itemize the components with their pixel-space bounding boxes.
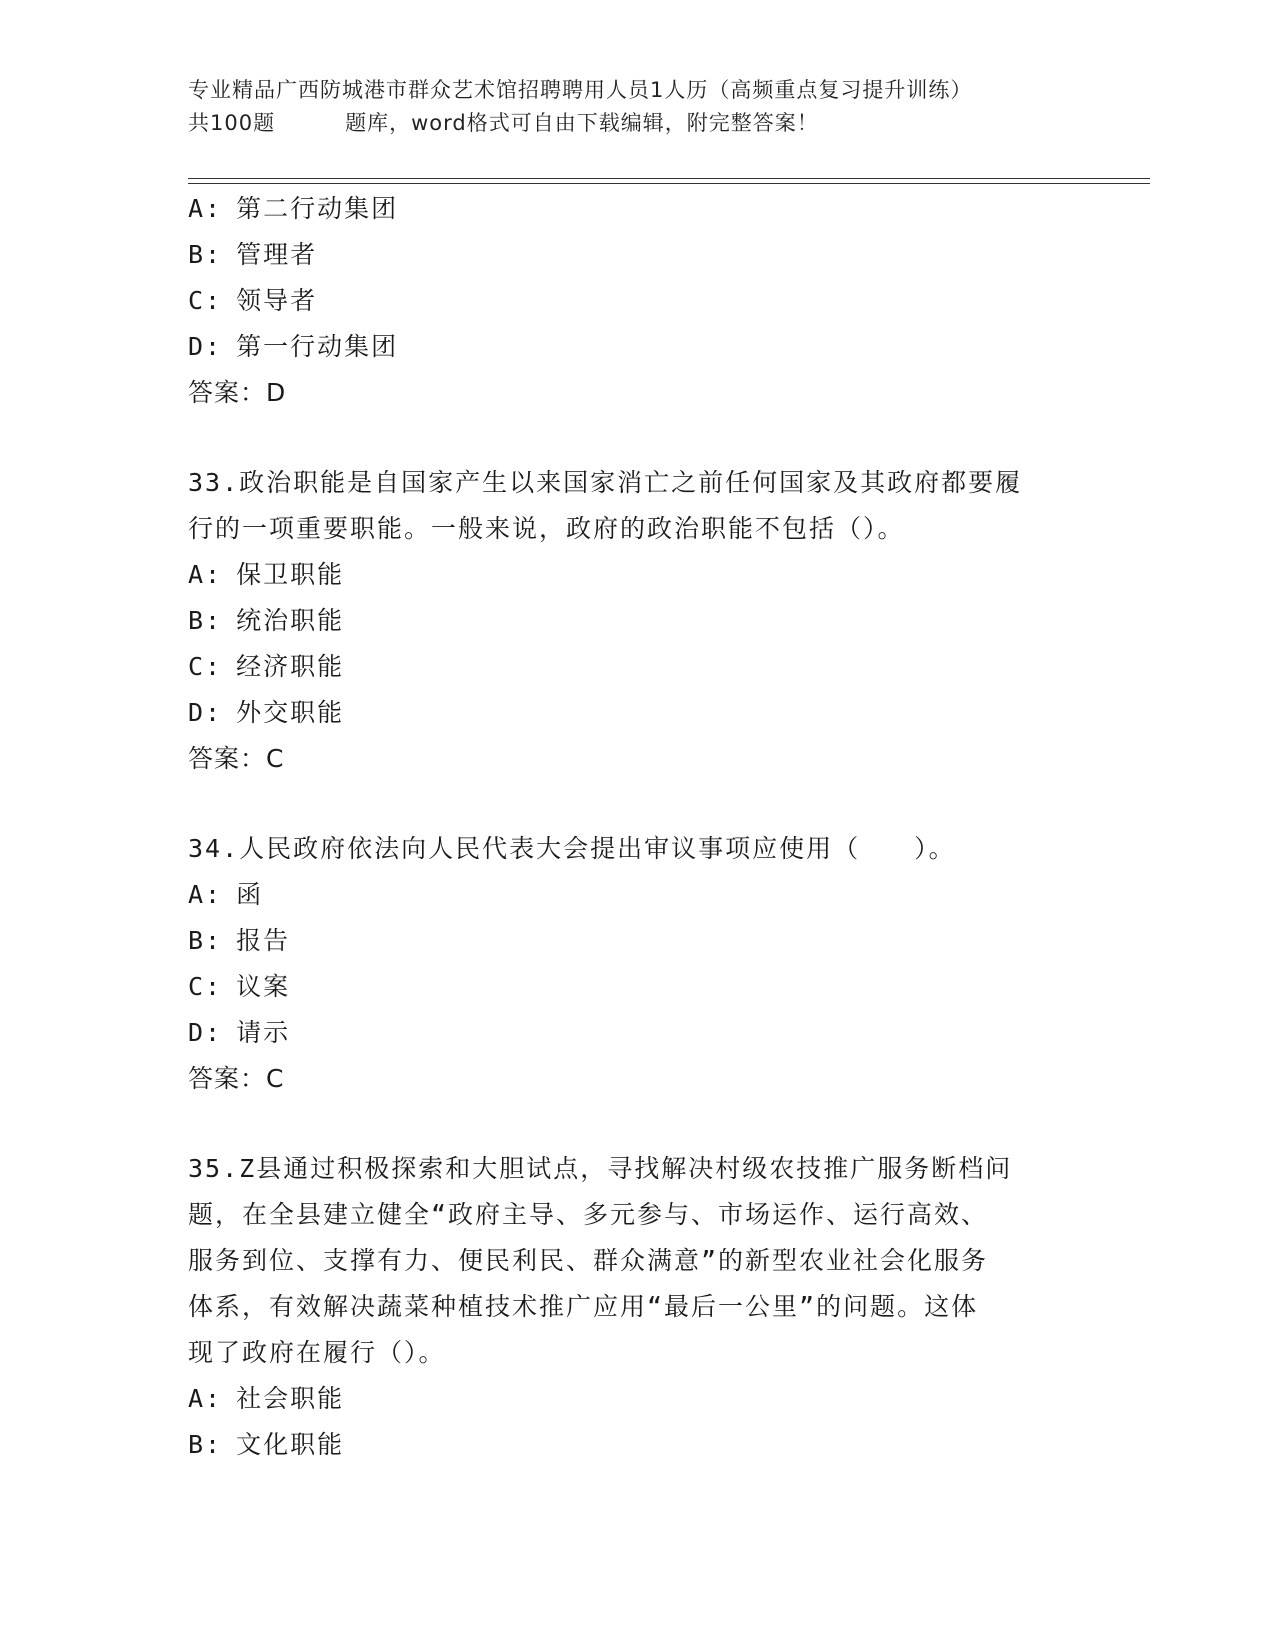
option-letter: A: (188, 1384, 223, 1413)
question-text-line: 现了政府在履行（）。 (188, 1338, 446, 1367)
option-text: 外交职能 (236, 698, 345, 727)
option-a (188, 1376, 1088, 1422)
option-letter: A: (188, 194, 223, 223)
option-b (188, 918, 1088, 964)
question-block-35 (188, 1146, 1088, 1468)
answer-line: 答案：C (188, 744, 285, 773)
option-text: 第一行动集团 (236, 332, 399, 361)
option-d (188, 690, 1088, 736)
option-letter: B: (188, 240, 223, 269)
option-letter: C: (188, 972, 223, 1001)
question-block-prev (188, 186, 1088, 416)
option-b (188, 232, 1088, 278)
question-text-line: 行的一项重要职能。一般来说，政府的政治职能不包括（）。 (188, 514, 905, 543)
question-text-line: 35.Z县通过积极探索和大胆试点，寻找解决村级农技推广服务断档问 (188, 1154, 1013, 1183)
option-text: 请示 (236, 1018, 291, 1047)
option-a (188, 872, 1088, 918)
question-text-line: 体系，有效解决蔬菜种植技术推广应用“最后一公里”的问题。这体 (188, 1292, 979, 1321)
option-text: 领导者 (236, 286, 318, 315)
option-letter: B: (188, 606, 223, 635)
option-letter: D: (188, 1018, 223, 1047)
option-text: 保卫职能 (236, 560, 345, 589)
option-letter: C: (188, 286, 223, 315)
option-text: 管理者 (236, 240, 318, 269)
option-a (188, 186, 1088, 232)
answer-line: 答案：D (188, 378, 287, 407)
header-subtitle-line (188, 107, 1088, 140)
option-text: 经济职能 (236, 652, 345, 681)
option-letter: D: (188, 698, 223, 727)
question-text-line: 服务到位、支撑有力、便民利民、群众满意”的新型农业社会化服务 (188, 1246, 989, 1275)
option-text: 函 (236, 880, 264, 909)
option-a (188, 552, 1088, 598)
option-d (188, 1010, 1088, 1056)
option-text: 议案 (236, 972, 291, 1001)
option-c (188, 278, 1088, 324)
option-d (188, 324, 1088, 370)
question-text-line: 题，在全县建立健全“政府主导、多元参与、市场运作、运行高效、 (188, 1200, 989, 1229)
document-header (188, 74, 1088, 140)
option-b (188, 1422, 1088, 1468)
option-letter: B: (188, 1430, 223, 1459)
header-question-count: 共100题 (188, 111, 276, 135)
answer-line: 答案：C (188, 1064, 285, 1093)
header-title-line: 专业精品广西防城港市群众艺术馆招聘聘用人员1人历（高频重点复习提升训练） (188, 78, 973, 102)
option-text: 文化职能 (236, 1430, 345, 1459)
option-letter: B: (188, 926, 223, 955)
option-letter: A: (188, 560, 223, 589)
option-letter: D: (188, 332, 223, 361)
header-divider-bottom (188, 183, 1150, 184)
header-divider-top (188, 178, 1150, 179)
option-c (188, 964, 1088, 1010)
option-letter: A: (188, 880, 223, 909)
option-text: 社会职能 (236, 1384, 345, 1413)
option-b (188, 598, 1088, 644)
question-text-line: 33.政治职能是自国家产生以来国家消亡之前任何国家及其政府都要履 (188, 468, 1023, 497)
question-content (188, 186, 1088, 1468)
question-block-34 (188, 826, 1088, 1102)
option-text: 报告 (236, 926, 291, 955)
option-text: 第二行动集团 (236, 194, 399, 223)
header-description: 题库，word格式可自由下载编辑，附完整答案！ (345, 111, 819, 135)
option-c (188, 644, 1088, 690)
question-text-line: 34.人民政府依法向人民代表大会提出审议事项应使用（ ）。 (188, 834, 956, 863)
option-text: 统治职能 (236, 606, 345, 635)
question-block-33 (188, 460, 1088, 782)
option-letter: C: (188, 652, 223, 681)
